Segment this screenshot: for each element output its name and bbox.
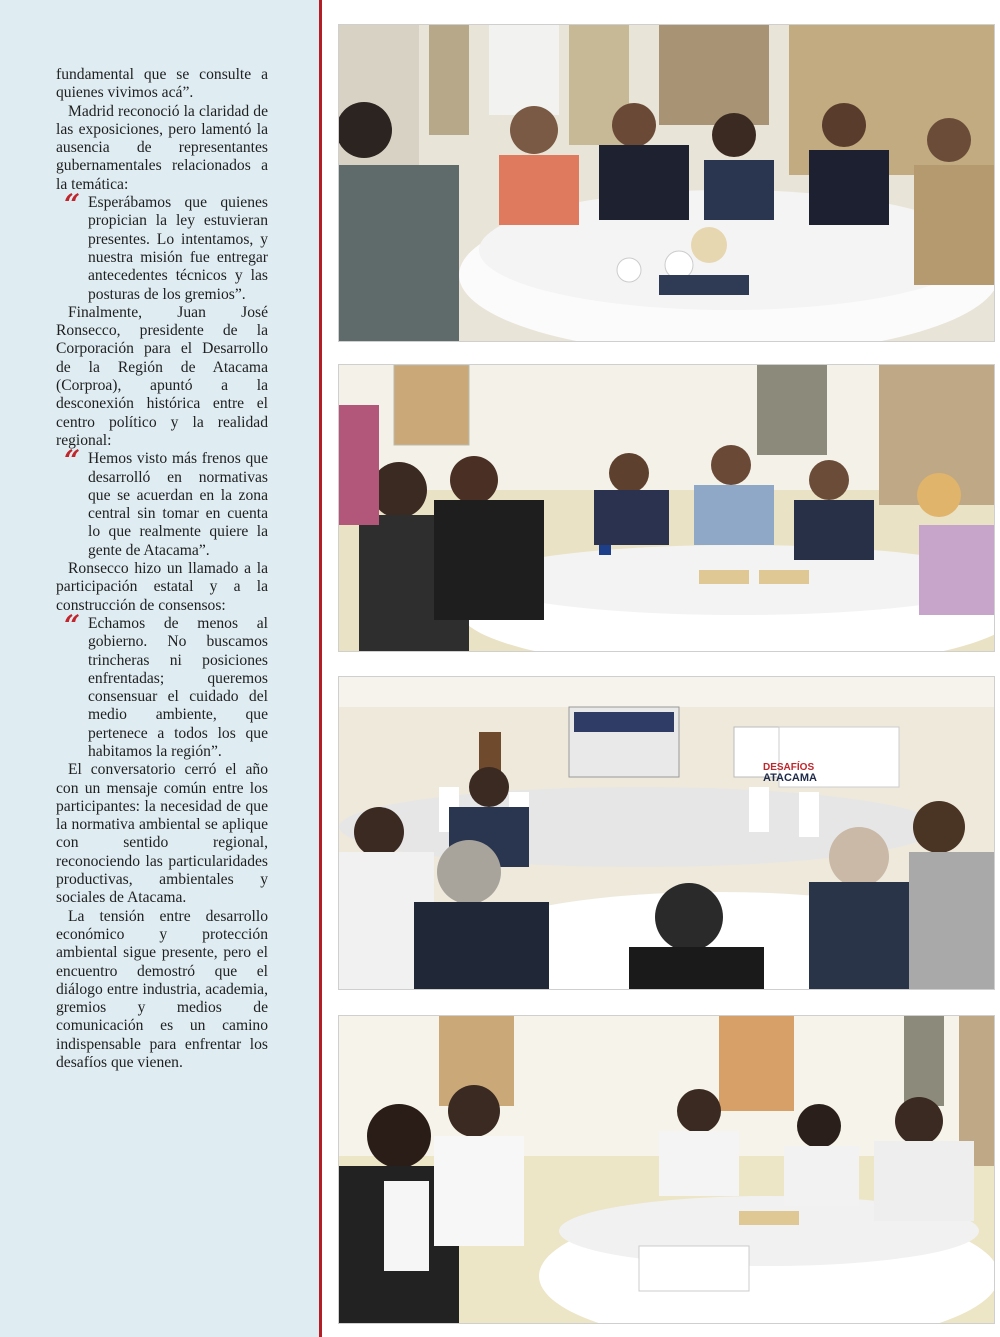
photo-event-hall [338, 676, 995, 990]
quote-text: Hemos visto más frenos que desarrolló en normativas que se acuerdan en la zona central sin tomar en cuenta lo que realmente quiere la gente de Atacama”. [88, 450, 268, 559]
photo-roundtable-3-image [339, 1016, 994, 1323]
event-brand-line1: DESAFÍOS [763, 762, 815, 773]
quote-mark-icon: “ [64, 188, 81, 222]
photo-roundtable-1 [338, 24, 995, 342]
article-paragraph-5: El conversatorio cerró el año con un mensaje común entre los participantes: la necesidad de que la normativa ambiental se aplique con sentido regional, reconociendo las particularidades productivas, ambientales y sociales de Atacama. [56, 761, 268, 907]
pull-quote-ronsecco-2 [56, 608, 268, 761]
quote-text: Esperábamos que quienes propician la ley estuvieran presentes. Lo intentamos, y nuestra misión fue entregar antecedentes técnicos y las posturas de los gremios”. [88, 194, 268, 303]
article-paragraph-4: Ronsecco hizo un llamado a la participación estatal y a la construcción de consensos: [56, 560, 268, 614]
article-paragraph-1: fundamental que se consulte a quienes vivimos acá”. [56, 66, 268, 102]
event-brand-line2: ATACAMA [763, 772, 817, 784]
quote-text: Echamos de menos al gobierno. No buscamos trincheras ni posiciones enfrentadas; queremos consensuar el cuidado del medio ambiente, que pertenece a todos los que habitamos la región”. [88, 614, 268, 760]
photo-roundtable-2-image [339, 365, 994, 651]
photo-roundtable-3 [338, 1015, 995, 1324]
photo-event-hall-image [339, 677, 994, 989]
article-paragraph-6: La tensión entre desarrollo económico y protección ambiental sigue presente, pero el encuentro demostró que el diálogo entre industria, academia, gremios y medios de comunicación es un camino indispensable para enfrentar los desafíos que vienen. [56, 907, 268, 1072]
article-body [56, 66, 268, 1072]
pull-quote-madrid [56, 188, 268, 304]
photo-roundtable-2 [338, 364, 995, 652]
quote-mark-icon: “ [64, 608, 81, 642]
photo-roundtable-1-image [339, 25, 994, 341]
column-divider [319, 0, 322, 1337]
article-paragraph-3: Finalmente, Juan José Ronsecco, presidente de la Corporación para el Desarrollo de la Región de Atacama (Corproa), apuntó a la desconexión histórica entre el centro político y la realidad regional: [56, 303, 268, 449]
pull-quote-ronsecco-1 [56, 444, 268, 560]
quote-mark-icon: “ [64, 444, 81, 478]
article-paragraph-2: Madrid reconoció la claridad de las exposiciones, pero lamentó la ausencia de representantes gubernamentales relacionados a la temática: [56, 102, 268, 193]
